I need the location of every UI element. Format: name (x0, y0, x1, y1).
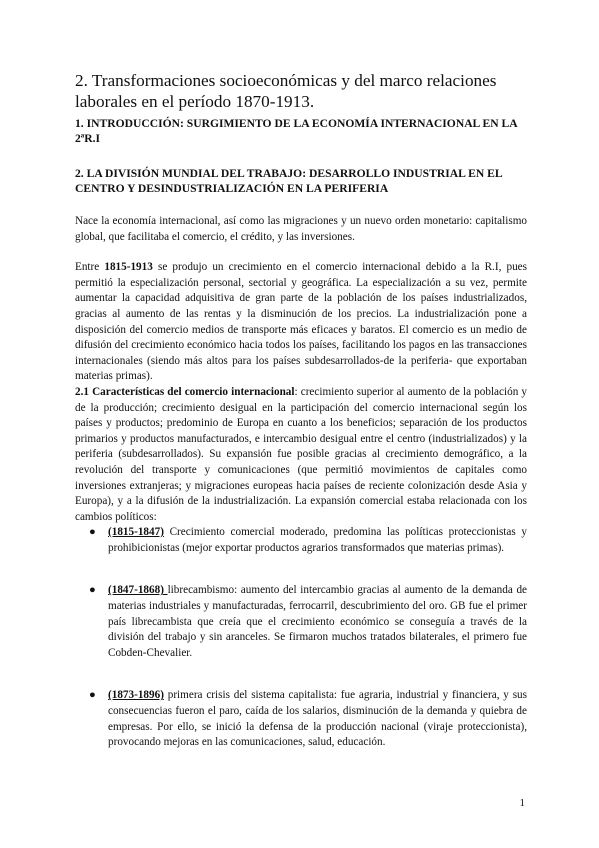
page-content (75, 70, 527, 751)
bullet-list (75, 525, 527, 751)
list-item-text: primera crisis del sistema capitalista: fue agraria, industrial y financiera, y sus consecuencias fueron el paro, caída de los salarios, disminución de la demanda y quiebra de empresas. Por ello, se inició la defensa de la producción nacional (viraje proteccionista), provocando mejoras en las comunicaciones, salud, educación. (108, 689, 527, 749)
bullet-icon: ● (89, 689, 96, 702)
paragraph-text: se produjo un crecimiento en el comercio internacional debido a la R.I, pues permitió la especialización personal, sectorial y geográfica. La especialización a su vez, permite aumentar la capacidad adquisitiva de gran parte de la población de los países industrializados, gracias al aumento de las rentas y la disminución de los precios. La industrialización pone a disposición del comercio medios de transporte más eficaces y baratos. El comercio es un medio de difusión del crecimiento económico hacia todos los países, facilitando los pagos en las transacciones internacionales (siendo más altos para los países subdesarrollados-de la periferia- que exportaban materias primas). (75, 261, 527, 383)
list-item (75, 525, 527, 556)
list-item-text: Crecimiento comercial moderado, predomina las políticas proteccionistas y prohibicionistas (mejor exportar productos agrarios transformados que materias primas). (108, 526, 527, 554)
period-years: (1873-1896) (108, 689, 164, 702)
list-item-text: librecambismo: aumento del intercambio gracias al aumento de la demanda de materias industriales y manufacturadas, ferrocarril, descubrimiento del oro. GB fue el primer país librecambista que creía que el crecimiento económico se conseguía a través de la división del trabajo y sin aranceles. Se firmaron muchos tratados bilaterales, el primero fue Cobden-Chevalier. (108, 584, 528, 659)
section-heading-introduccion: 1. INTRODUCCIÓN: SURGIMIENTO DE LA ECONOMÍA INTERNACIONAL EN LA 2ªR.I (75, 117, 518, 145)
paragraph-prefix: Entre (75, 261, 105, 274)
list-item (75, 688, 527, 750)
paragraph-comercio-internacional (75, 260, 527, 385)
paragraph-caracteristicas (75, 385, 527, 525)
period-years: (1847-1868) (108, 584, 168, 597)
bullet-icon: ● (89, 584, 96, 597)
period-years: 1815-1913 (104, 261, 153, 274)
intro-paragraph: Nace la economía internacional, así como las migraciones y un nuevo orden monetario: capitalismo global, que facilitaba el comercio, el crédito, y las inversiones. (75, 215, 527, 243)
section-heading-division-mundial: 2. LA DIVISIÓN MUNDIAL DEL TRABAJO: DESARROLLO INDUSTRIAL EN EL CENTRO Y DESINDUSTRIALIZACIÓN EN LA PERIFERIA (75, 167, 502, 195)
bullet-icon: ● (89, 526, 96, 539)
document-title: 2. Transformaciones socioeconómicas y del marco relaciones laborales en el período 1870-1913. (75, 71, 497, 111)
list-item (75, 583, 527, 661)
period-years: (1815-1847) (108, 526, 164, 539)
subsection-heading: 2.1 Características del comercio internacional (75, 385, 295, 398)
paragraph-text: : crecimiento superior al aumento de la población y de la producción; crecimiento desigual en la participación del comercio internacional según los países y productos; predominio de Europa en cuanto a los beneficios; separación de los productos primarios y productos manufacturados, e intercambio desigual entre el centro (industrializados) y la periferia (subdesarrollados). Su expansión fue posible gracias al crecimiento demográfico, a la revolución del transporte y comunicaciones (que permitió movimientos de capitales como inversiones extranjeras; y migraciones europeas hacia países de reciente colonización desde Asia y Europa), y a la difusión de la industrialización. La expansión comercial estaba relacionada con los cambios políticos: (75, 385, 528, 523)
page-number: 1 (519, 797, 525, 809)
